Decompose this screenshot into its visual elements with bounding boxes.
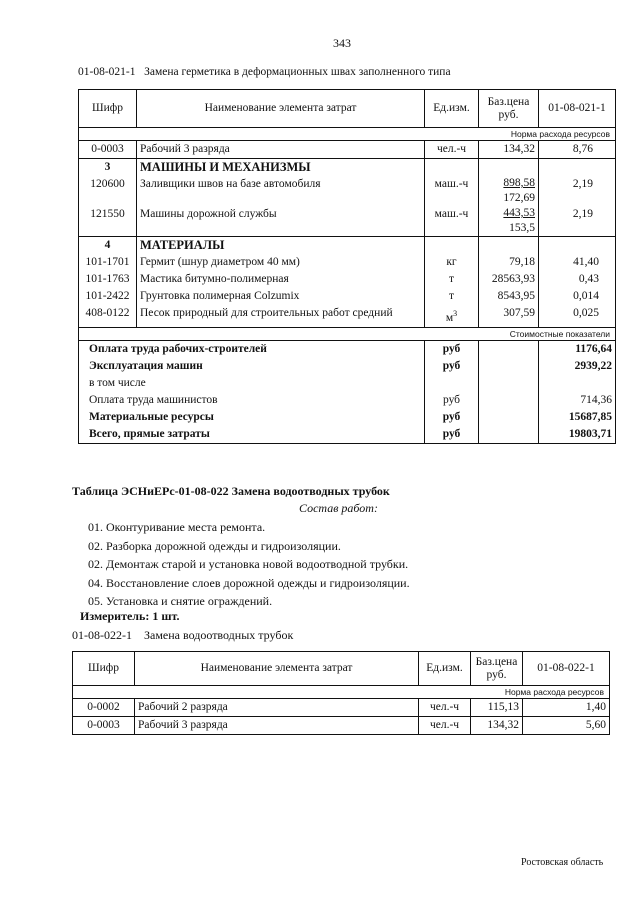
row-unit: маш.-ч [425,206,479,237]
row-code: 408-0122 [79,305,137,327]
row-name: Рабочий 3 разряда [135,717,419,735]
meter: Измеритель: 1 шт. [80,609,180,623]
col-header-unit: Ед.изм. [419,652,471,686]
row-price: 898,58 172,69 [479,176,539,206]
table2-heading: Таблица ЭСНиЕРс-01-08-022 Замена водоотводных трубок [72,484,390,498]
page-number: 343 [333,36,351,50]
summary-value: 19803,71 [539,426,616,444]
summary-unit: руб [425,409,479,426]
summary-unit: руб [425,426,479,444]
row-unit: чел.-ч [419,717,471,735]
group-name: МАТЕРИАЛЫ [137,237,425,255]
row-price: 134,32 [471,717,523,735]
col-header-name: Наименование элемента затрат [137,90,425,128]
section2-title [72,628,293,643]
row-unit: чел.-ч [425,141,479,159]
row-norm: 2,19 [539,176,616,206]
row-code: 120600 [79,176,137,206]
group-code: 4 [79,237,137,255]
row-code: 0-0003 [73,717,135,735]
summary-value: 15687,85 [539,409,616,426]
row-name: Мастика битумно-полимерная [137,271,425,288]
section2-name: Замена водоотводных трубок [144,628,294,642]
work-list [88,518,410,611]
summary-value: 1176,64 [539,340,616,358]
summary-name: Оплата труда машинистов [79,392,425,409]
row-name: Песок природный для строительных работ средний [137,305,425,327]
section1-title [78,66,451,78]
row-unit: чел.-ч [419,699,471,717]
row-unit: маш.-ч [425,176,479,206]
row-price: 8543,95 [479,288,539,305]
col-header-code: Шифр [79,90,137,128]
cost-label: Стоимостные показатели [79,327,616,340]
row-name: Рабочий 3 разряда [137,141,425,159]
col-header-norm: 01-08-021-1 [539,90,616,128]
work-item: 04. Восстановление слоев дорожной одежды и гидроизоляции. [88,575,410,590]
col-header-price: Баз.цена руб. [479,90,539,128]
row-code: 101-1763 [79,271,137,288]
row-norm: 8,76 [539,141,616,159]
resource-table-1 [78,89,616,444]
col-header-price: Баз.цена руб. [471,652,523,686]
work-item: 05. Установка и снятие ограждений. [88,594,273,608]
row-name: Машины дорожной службы [137,206,425,237]
row-code: 0-0002 [73,699,135,717]
norm-label: Норма расхода ресурсов [73,686,610,699]
resource-table-2 [72,651,610,735]
row-code: 101-2422 [79,288,137,305]
summary-unit: руб [425,392,479,409]
group-name: МАШИНЫ И МЕХАНИЗМЫ [137,159,425,177]
row-unit: $м^3$ [425,305,479,327]
row-code: 121550 [79,206,137,237]
summary-name: Оплата труда рабочих-строителей [79,340,425,358]
row-unit: т [425,288,479,305]
section1-code: 01-08-021-1 [78,66,136,78]
row-unit: кг [425,254,479,271]
row-norm: 5,60 [523,717,610,735]
work-item: 02. Разборка дорожной одежды и гидроизоляции. [88,538,341,553]
row-norm: 0,014 [539,288,616,305]
summary-value: 2939,22 [539,358,616,375]
work-item: 02. Демонтаж старой и установка новой водоотводной трубки. [88,557,409,571]
row-price: 134,32 [479,141,539,159]
norm-label: Норма расхода ресурсов [79,128,616,141]
row-name: Заливщики швов на базе автомобиля [137,176,425,206]
summary-name: Материальные ресурсы [79,409,425,426]
row-price: 115,13 [471,699,523,717]
row-norm: 0,025 [539,305,616,327]
row-code: 101-1701 [79,254,137,271]
row-unit: т [425,271,479,288]
summary-name: в том числе [79,375,425,392]
region-footer: Ростовская область [521,857,604,868]
row-name: Рабочий 2 разряда [135,699,419,717]
col-header-norm: 01-08-022-1 [523,652,610,686]
row-name: Грунтовка полимерная Colzumix [137,288,425,305]
group-code: 3 [79,159,137,177]
summary-unit: руб [425,340,479,358]
row-price: 307,59 [479,305,539,327]
summary-name: Эксплуатация машин [79,358,425,375]
summary-name: Всего, прямые затраты [79,426,425,444]
work-composition-title: Состав работ: [299,501,378,515]
row-norm: 2,19 [539,206,616,237]
row-code: 0-0003 [79,141,137,159]
row-name: Гермит (шнур диаметром 40 мм) [137,254,425,271]
section2-code: 01-08-022-1 [72,628,132,642]
col-header-unit: Ед.изм. [425,90,479,128]
summary-unit: руб [425,358,479,375]
col-header-name: Наименование элемента затрат [135,652,419,686]
work-item: 01. Оконтуривание места ремонта. [88,520,266,534]
row-price: 28563,93 [479,271,539,288]
row-price: 443,53 153,5 [479,206,539,237]
row-norm: 41,40 [539,254,616,271]
section1-name: Замена герметика в деформационных швах заполненного типа [144,66,451,78]
row-norm: 0,43 [539,271,616,288]
col-header-code: Шифр [73,652,135,686]
summary-value: 714,36 [539,392,616,409]
row-norm: 1,40 [523,699,610,717]
row-price: 79,18 [479,254,539,271]
